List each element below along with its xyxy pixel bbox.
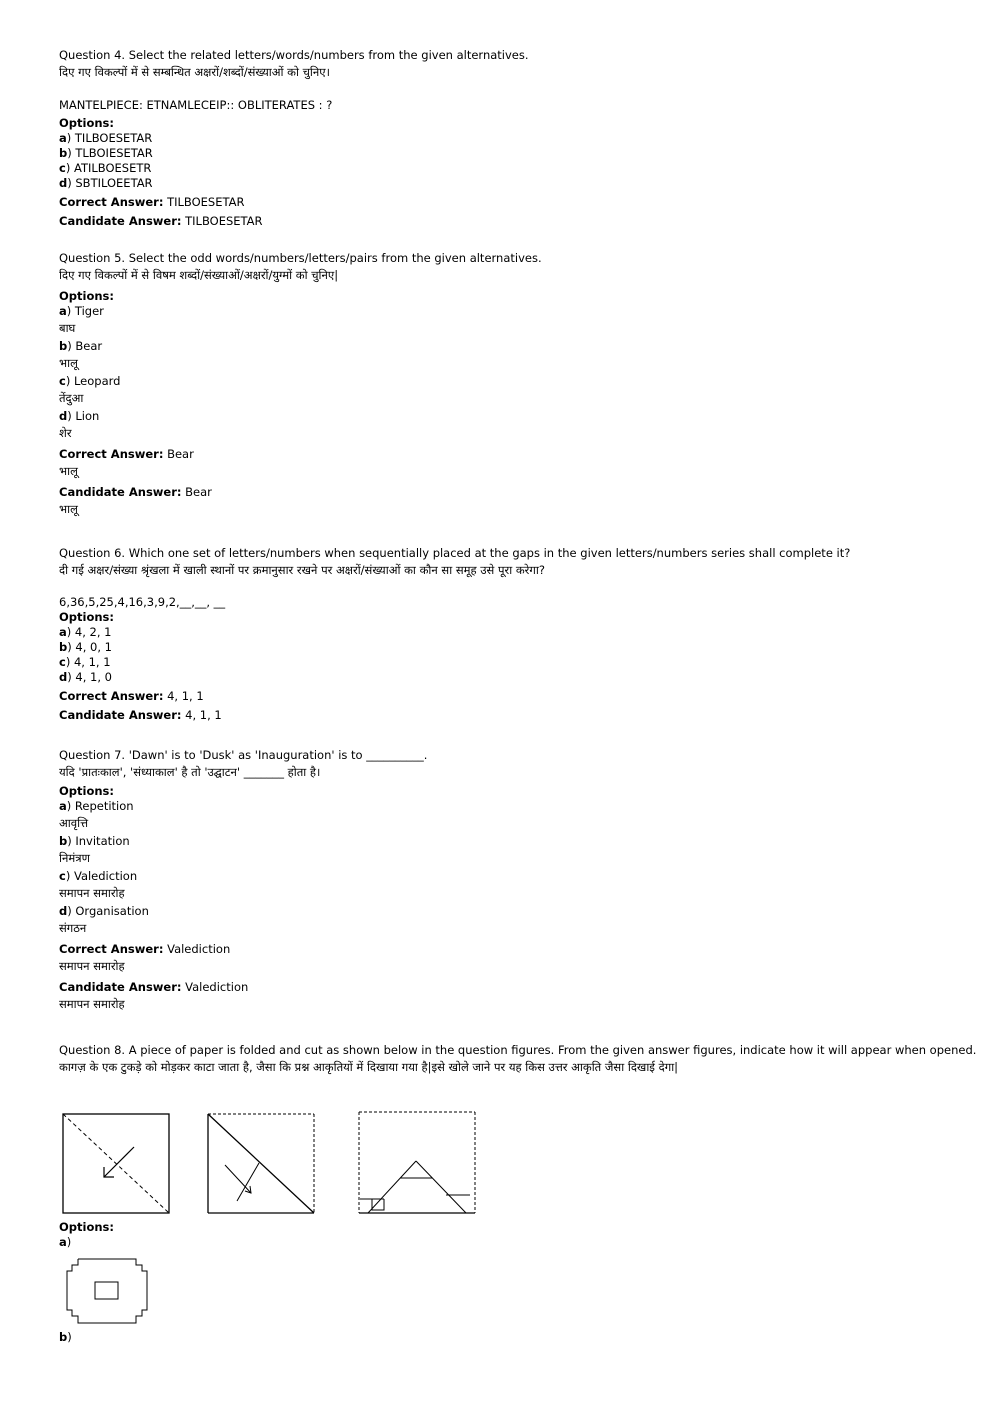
candidate-answer-hindi: भालू xyxy=(59,502,78,516)
candidate-answer: Candidate Answer: 4, 1, 1 xyxy=(59,708,222,722)
question-title-hindi: यदि 'प्रातःकाल', 'संध्याकाल' है तो 'उद्घाटन' _______ होता है। xyxy=(59,765,321,779)
candidate-answer-hindi: समापन समारोह xyxy=(59,997,125,1011)
question-8-option-b xyxy=(59,1330,959,1345)
options-label: Options: xyxy=(59,289,114,303)
option-b: b) Invitation xyxy=(59,834,130,848)
question-title: Question 6. Which one set of letters/numbers when sequentially placed at the gaps in the given letters/numbers series shall complete it? xyxy=(59,546,851,560)
options-label: Options: xyxy=(59,610,114,624)
option-d: d) SBTILOEETAR xyxy=(59,176,153,190)
question-4 xyxy=(59,48,959,229)
option-c: c) Leopard xyxy=(59,374,121,388)
option-b-hindi: भालू xyxy=(59,356,78,370)
candidate-answer: Candidate Answer: Valediction xyxy=(59,980,249,994)
option-c: c) 4, 1, 1 xyxy=(59,655,111,669)
option-a: a) Repetition xyxy=(59,799,134,813)
question-5 xyxy=(59,251,959,517)
option-b-hindi: निमंत्रण xyxy=(59,851,90,865)
candidate-answer: Candidate Answer: TILBOESETAR xyxy=(59,214,263,228)
question-title-hindi: कागज़ के एक टुकड़े को मोड़कर काटा जाता है, जैसा कि प्रश्न आकृतियों में दिखाया गया है|इसे खोले जाने पर यह किस उत्तर आकृति जैसा दिखाई देगा| xyxy=(59,1060,679,1074)
correct-answer: Correct Answer: 4, 1, 1 xyxy=(59,689,204,703)
answer-figure-a xyxy=(66,1258,148,1324)
option-b: b) xyxy=(59,1330,72,1344)
option-d: d) Lion xyxy=(59,409,100,423)
options-label: Options: xyxy=(59,784,114,798)
option-c-hindi: तेंदुआ xyxy=(59,391,84,405)
option-b: b) TLBOIESETAR xyxy=(59,146,153,160)
option-a-hindi: बाघ xyxy=(59,321,76,335)
option-a: a) TILBOESETAR xyxy=(59,131,153,145)
question-title-hindi: दी गई अक्षर/संख्या श्रृंखला में खाली स्थानों पर क्रमानुसार रखने पर अक्षरों/संख्याओं का कौन सा समूह उसे पूरा करेगा? xyxy=(59,563,545,577)
question-6 xyxy=(59,546,959,723)
question-title-hindi: दिए गए विकल्पों में से सम्बन्धित अक्षरों/शब्दों/संख्याओं को चुनिए। xyxy=(59,65,330,79)
question-title-hindi: दिए गए विकल्पों में से विषम शब्दों/संख्याओं/अक्षरों/युग्मों को चुनिए| xyxy=(59,268,339,282)
option-d-hindi: संगठन xyxy=(59,921,87,935)
correct-answer-hindi: भालू xyxy=(59,464,78,478)
question-stem: MANTELPIECE: ETNAMLECEIP:: OBLITERATES : ? xyxy=(59,98,333,112)
option-a: a) 4, 2, 1 xyxy=(59,625,112,639)
question-title: Question 5. Select the odd words/numbers/letters/pairs from the given alternatives. xyxy=(59,251,542,265)
question-figure-3 xyxy=(358,1111,476,1214)
option-d: d) 4, 1, 0 xyxy=(59,670,112,684)
question-7 xyxy=(59,748,959,1012)
question-figure-2 xyxy=(207,1113,315,1214)
option-a: a) Tiger xyxy=(59,304,104,318)
option-d-hindi: शेर xyxy=(59,426,72,440)
correct-answer: Correct Answer: Bear xyxy=(59,447,194,461)
options-label: Options: xyxy=(59,1220,114,1234)
question-figure-1 xyxy=(62,1113,170,1214)
options-label: Options: xyxy=(59,116,114,130)
option-a-hindi: आवृत्ति xyxy=(59,816,89,830)
question-title: Question 8. A piece of paper is folded and cut as shown below in the question figures. From the given answer figures, indicate how it will appear when opened. xyxy=(59,1043,977,1057)
candidate-answer: Candidate Answer: Bear xyxy=(59,485,212,499)
question-title: Question 7. 'Dawn' is to 'Dusk' as 'Inauguration' is to __________. xyxy=(59,748,428,762)
option-c: c) ATILBOESETR xyxy=(59,161,152,175)
correct-answer-hindi: समापन समारोह xyxy=(59,959,125,973)
question-8-options xyxy=(59,1220,959,1250)
correct-answer: Correct Answer: TILBOESETAR xyxy=(59,195,245,209)
option-b: b) 4, 0, 1 xyxy=(59,640,112,654)
option-d: d) Organisation xyxy=(59,904,149,918)
option-b: b) Bear xyxy=(59,339,103,353)
question-8 xyxy=(59,1043,977,1075)
correct-answer: Correct Answer: Valediction xyxy=(59,942,231,956)
option-c-hindi: समापन समारोह xyxy=(59,886,125,900)
option-c: c) Valediction xyxy=(59,869,138,883)
question-title: Question 4. Select the related letters/words/numbers from the given alternatives. xyxy=(59,48,529,62)
option-a: a) xyxy=(59,1235,72,1249)
question-stem: 6,36,5,25,4,16,3,9,2,__,__, __ xyxy=(59,595,226,609)
